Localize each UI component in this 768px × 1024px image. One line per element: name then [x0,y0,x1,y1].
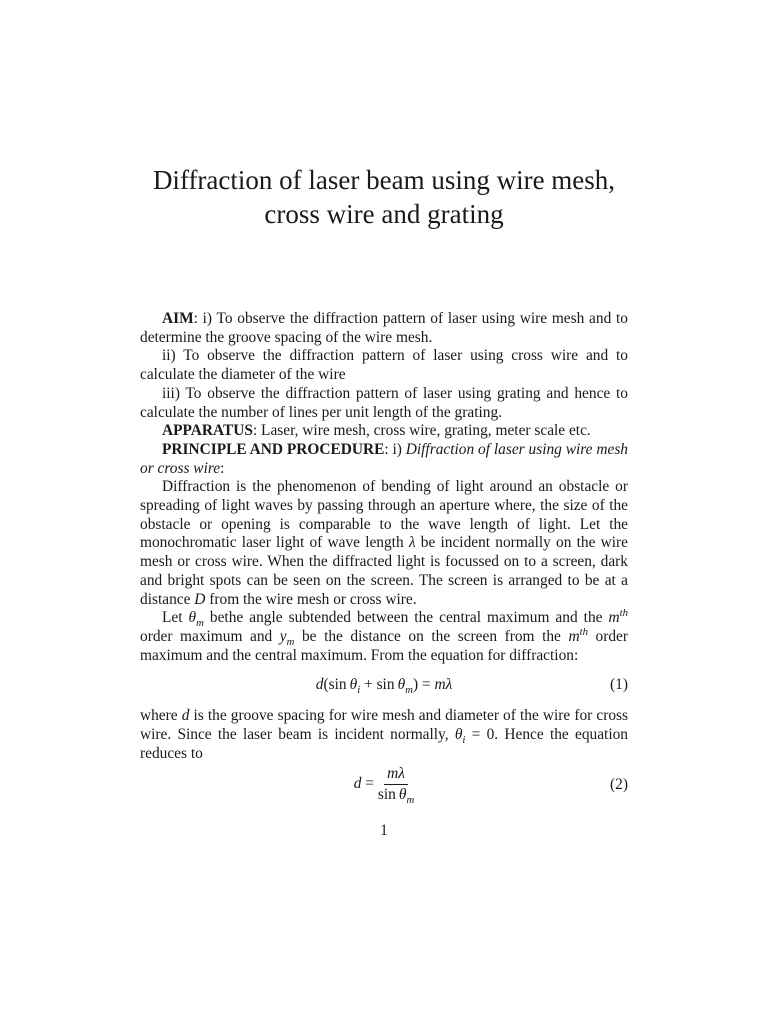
principle-label: PRINCIPLE AND PROCEDURE [162,440,385,458]
principle-subtitle: Diffraction of laser using wire mesh or cross wire [140,440,628,477]
equation-2 [140,763,628,809]
document-title [0,163,768,231]
subscript-m-2: m [286,636,295,649]
superscript-th: th [619,607,628,620]
principle-prefix: : i) [384,440,406,458]
para1-text-a: Diffraction is the phenomenon of bending of light around an obstacle or spreading of light waves by passing through an aperture where, the size of the obstacle or opening is comparable to the wave length of light. Let the monochromatic laser light of wave length [140,478,628,552]
equation-2-expression: d = $\frac{m\lambda}{\sin \theta_m}$ [353,765,415,807]
equation-2-number: (2) [610,776,628,794]
equation-1 [140,673,628,699]
subscript-m: m [196,617,204,630]
aim-item-1: : i) To observe the diffraction pattern of laser using wire mesh and to determine the groove spacing of the wire mesh. [140,310,628,346]
apparatus-label: APPARATUS [162,422,253,440]
document-body [140,310,628,817]
aim-item-2: ii) To observe the diffraction pattern of laser using cross wire and to calculate the diameter of the wire [140,347,628,384]
groove-paragraph: where d is the groove spacing for wire mesh and diameter of the wire for cross wire. Since the laser beam is incident normally, $\theta_i = 0$. Hence the equation reduces to [140,707,629,762]
para3-text-a: where [140,707,182,725]
superscript-th-2: th [579,625,588,638]
fraction: $\frac{m\lambda}{\sin \theta_m}$ [377,765,415,807]
d-symbol: d [181,707,190,725]
title-line-1: Diffraction of laser beam using wire mesh, [152,165,616,195]
distance-symbol: D [194,590,206,608]
para1-text-c: from the wire mesh or cross wire. [205,590,417,608]
para3-text-b: is the groove spacing for wire mesh and diameter of the wire for cross wire. Since the laser beam is incident normally, [140,707,628,744]
principle-heading [140,441,628,478]
title-line-2: cross wire and grating [264,199,504,229]
para2-text-d: be the distance on the screen from the [294,627,569,645]
equation-1-expression: d(sin $\theta_i + \sin \theta_m) = m\lambda$ [315,676,453,697]
theta-symbol: θ [188,609,197,627]
angle-paragraph [140,609,628,665]
para3-text-c: . Hence the equation reduces to [140,726,629,762]
para2-text-e: order maximum and the central maximum. From the equation for diffraction: [140,627,628,664]
aim-paragraph [140,310,628,347]
apparatus-paragraph [140,422,628,441]
diffraction-paragraph [140,478,628,609]
para2-text-c: order maximum and [140,627,280,645]
para2-text-a: Let [162,609,189,627]
m-symbol: m [608,609,620,627]
y-symbol: y [279,627,287,645]
theta-i-zero: = 0 [465,726,495,744]
m-symbol-2: m [568,627,580,645]
page-number: 1 [380,822,388,839]
para2-text-b: bethe angle subtended between the central maximum and the [203,609,609,627]
apparatus-text: : Laser, wire mesh, cross wire, grating, meter scale etc. [252,422,591,440]
aim-item-3: iii) To observe the diffraction pattern of laser using grating and hence to calculate the number of lines per unit length of the grating. [140,384,628,421]
lambda-symbol: λ [408,534,416,552]
principle-suffix: : [220,459,225,477]
para1-text-b: be incident normally on the wire mesh or cross wire. When the diffracted light is focussed on to a screen, dark and bright spots can be seen on the screen. The screen is arranged to be at a distance [140,534,628,608]
equation-1-number: (1) [610,676,628,694]
aim-label: AIM [162,310,194,327]
